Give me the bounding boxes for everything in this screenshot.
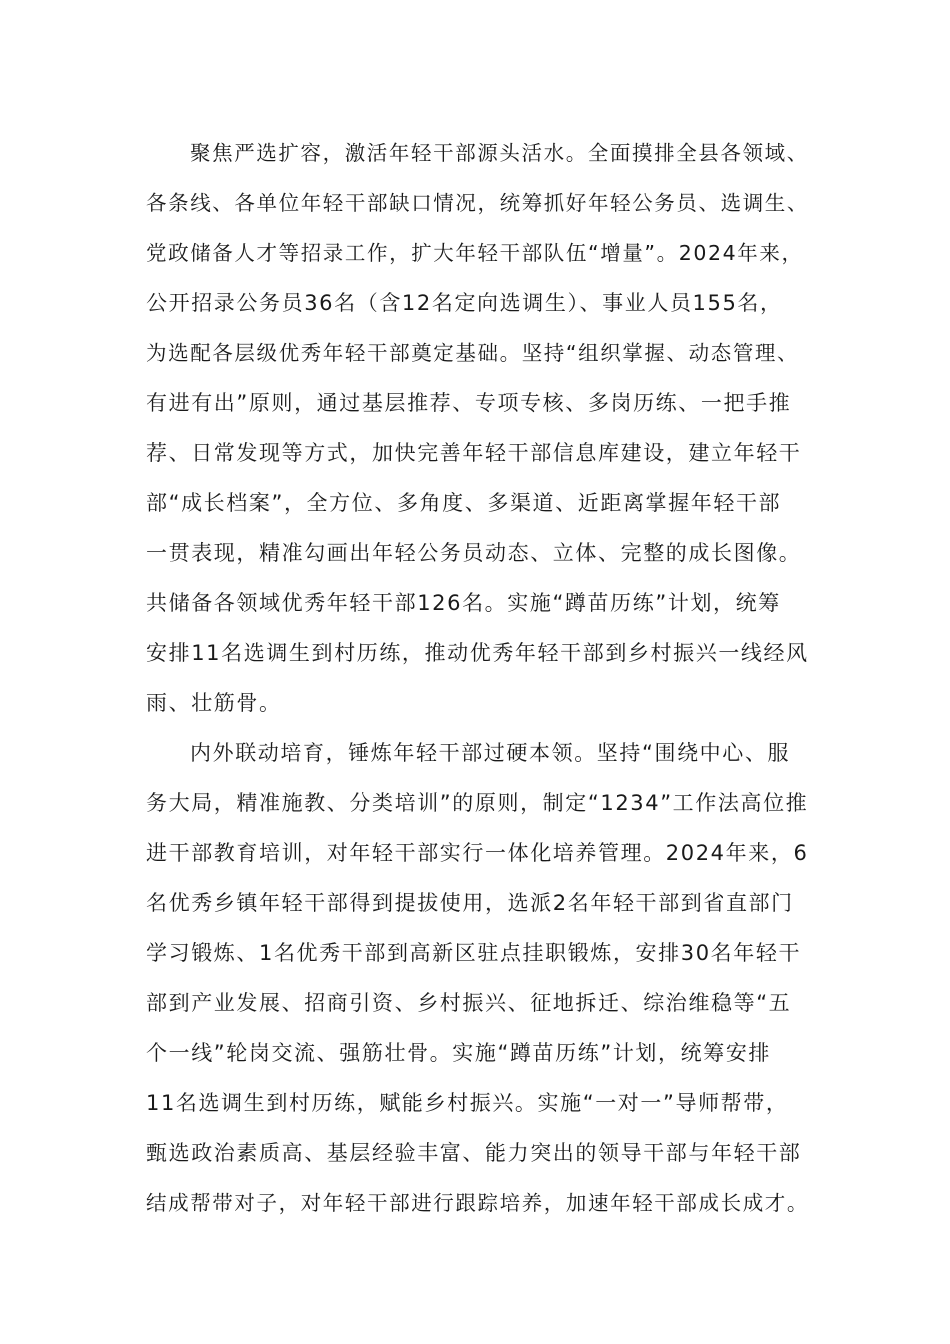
text-line: 个一线”轮岗交流、强筋壮骨。实施“蹲苗历练”计划，统筹安排 (146, 1041, 772, 1065)
text-line: 甄选政治素质高、基层经验丰富、能力突出的领导干部与年轻干部 (146, 1141, 802, 1165)
text-line: 雨、壮筋骨。 (146, 691, 282, 715)
text-line: 结成帮带对子，对年轻干部进行跟踪培养，加速年轻干部成长成才。 (146, 1191, 809, 1215)
text-line: 务大局，精准施教、分类培训”的原则，制定“1234”工作法高位推 (146, 791, 809, 815)
text-line: 部“成长档案”，全方位、多角度、多渠道、近距离掌握年轻干部 (146, 491, 782, 515)
text-line: 聚焦严选扩容，激活年轻干部源头活水。全面摸排全县各领域、 (190, 141, 809, 165)
text-line: 共储备各领域优秀年轻干部126名。实施“蹲苗历练”计划，统筹 (146, 591, 781, 615)
text-line: 名优秀乡镇年轻干部得到提拔使用，选派2名年轻干部到省直部门 (146, 891, 794, 915)
text-line: 一贯表现，精准勾画出年轻公务员动态、立体、完整的成长图像。 (146, 541, 802, 565)
text-line: 进干部教育培训，对年轻干部实行一体化培养管理。2024年来，6 (146, 841, 809, 865)
text-line: 荐、日常发现等方式，加快完善年轻干部信息库建设，建立年轻干 (146, 441, 802, 465)
text-line: 11名选调生到村历练，赋能乡村振兴。实施“一对一”导师帮带， (146, 1091, 789, 1115)
text-line: 为选配各层级优秀年轻干部奠定基础。坚持“组织掌握、动态管理、 (146, 341, 800, 365)
text-line: 安排11名选调生到村历练，推动优秀年轻干部到乡村振兴一线经风 (146, 641, 809, 665)
text-line: 公开招录公务员36名（含12名定向选调生）、事业人员155名， (146, 291, 783, 315)
text-line: 党政储备人才等招录工作，扩大年轻干部队伍“增量”。2024年来， (146, 241, 804, 265)
text-line: 学习锻炼、1名优秀干部到高新区驻点挂职锻炼，安排30名年轻干 (146, 941, 802, 965)
text-line: 各条线、各单位年轻干部缺口情况，统筹抓好年轻公务员、选调生、 (146, 191, 809, 215)
text-line: 有进有出”原则，通过基层推荐、专项专核、多岗历练、一把手推 (146, 391, 792, 415)
text-line: 部到产业发展、招商引资、乡村振兴、征地拆迁、综治维稳等“五 (146, 991, 792, 1015)
text-line: 内外联动培育，锤炼年轻干部过硬本领。坚持“围绕中心、服 (190, 741, 791, 765)
